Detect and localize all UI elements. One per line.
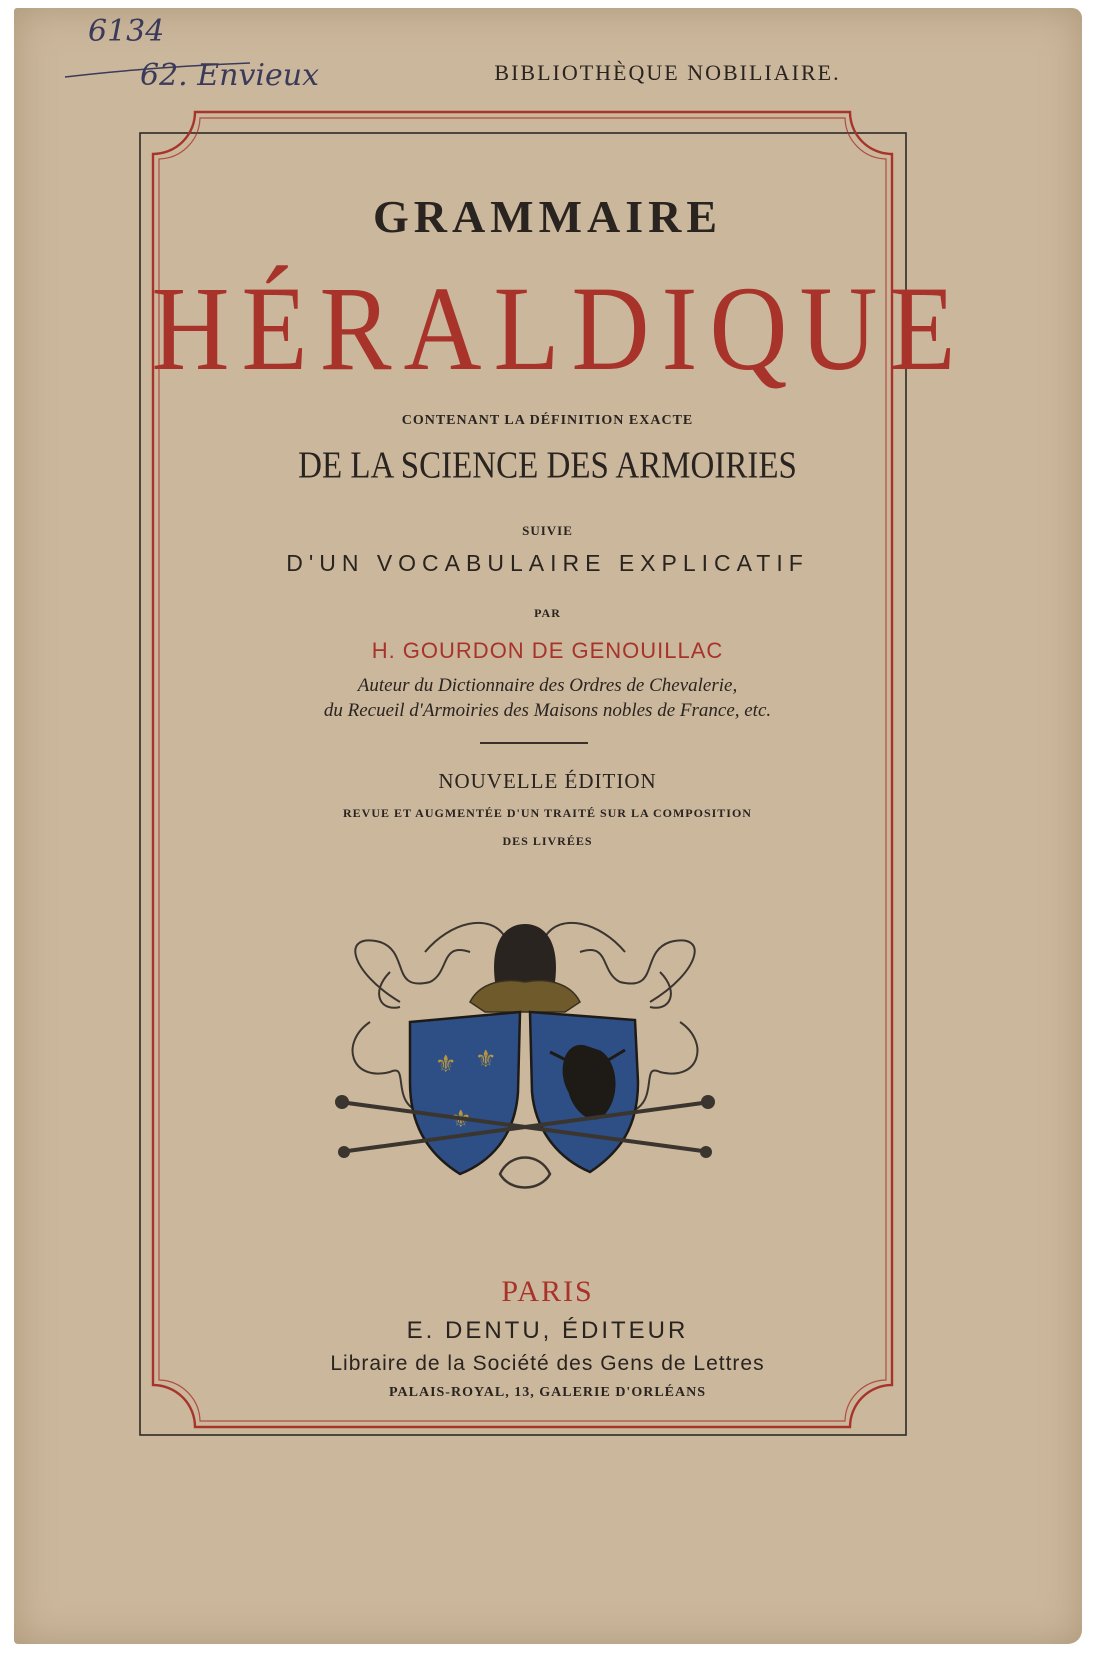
series-name: BIBLIOTHÈQUE NOBILIAIRE. xyxy=(494,60,841,85)
publisher-address: PALAIS-ROYAL, 13, GALERIE D'ORLÉANS xyxy=(389,1385,706,1400)
by-label: PAR xyxy=(534,606,561,620)
helmet-icon xyxy=(470,924,580,1012)
publisher-city: PARIS xyxy=(501,1275,594,1308)
author-credits-line-1: Auteur du Dictionnaire des Ordres de Chevalerie, xyxy=(357,675,738,696)
crossed-scepters-icon xyxy=(340,1102,710,1152)
author-credits-line-2: du Recueil d'Armoiries des Maisons nobles de France, etc. xyxy=(323,700,772,721)
subtitle-line-3: SUIVIE xyxy=(522,523,573,538)
svg-text:⚜: ⚜ xyxy=(450,1105,472,1133)
title-line-2: HÉRALDIQUE xyxy=(151,262,968,397)
edition-line-1: REVUE ET AUGMENTÉE D'UN TRAITÉ SUR LA COMPOSITION xyxy=(343,806,752,820)
publisher-line-1: Libraire de la Société des Gens de Lettres xyxy=(330,1352,765,1375)
publisher-name: E. DENTU, ÉDITEUR xyxy=(406,1317,689,1344)
subtitle-line-4: D'UN VOCABULAIRE EXPLICATIF xyxy=(286,550,809,576)
divider-rule xyxy=(480,742,588,744)
svg-text:⚜: ⚜ xyxy=(435,1050,457,1078)
author-name: H. GOURDON DE GENOUILLAC xyxy=(371,638,724,663)
subtitle-line-2: DE LA SCIENCE DES ARMOIRIES xyxy=(298,445,797,487)
handwritten-catalog-number: 6134 xyxy=(88,14,165,49)
subtitle-line-1: CONTENANT LA DÉFINITION EXACTE xyxy=(401,413,694,428)
edition-label: NOUVELLE ÉDITION xyxy=(438,769,657,793)
coat-of-arms-icon xyxy=(330,912,720,1222)
handwritten-note: 62. Envieux xyxy=(140,58,320,93)
svg-text:⚜: ⚜ xyxy=(475,1045,497,1073)
edition-line-2: DES LIVRÉES xyxy=(502,834,593,848)
title-line-1: GRAMMAIRE xyxy=(372,191,723,242)
left-shield-icon xyxy=(410,1012,520,1174)
